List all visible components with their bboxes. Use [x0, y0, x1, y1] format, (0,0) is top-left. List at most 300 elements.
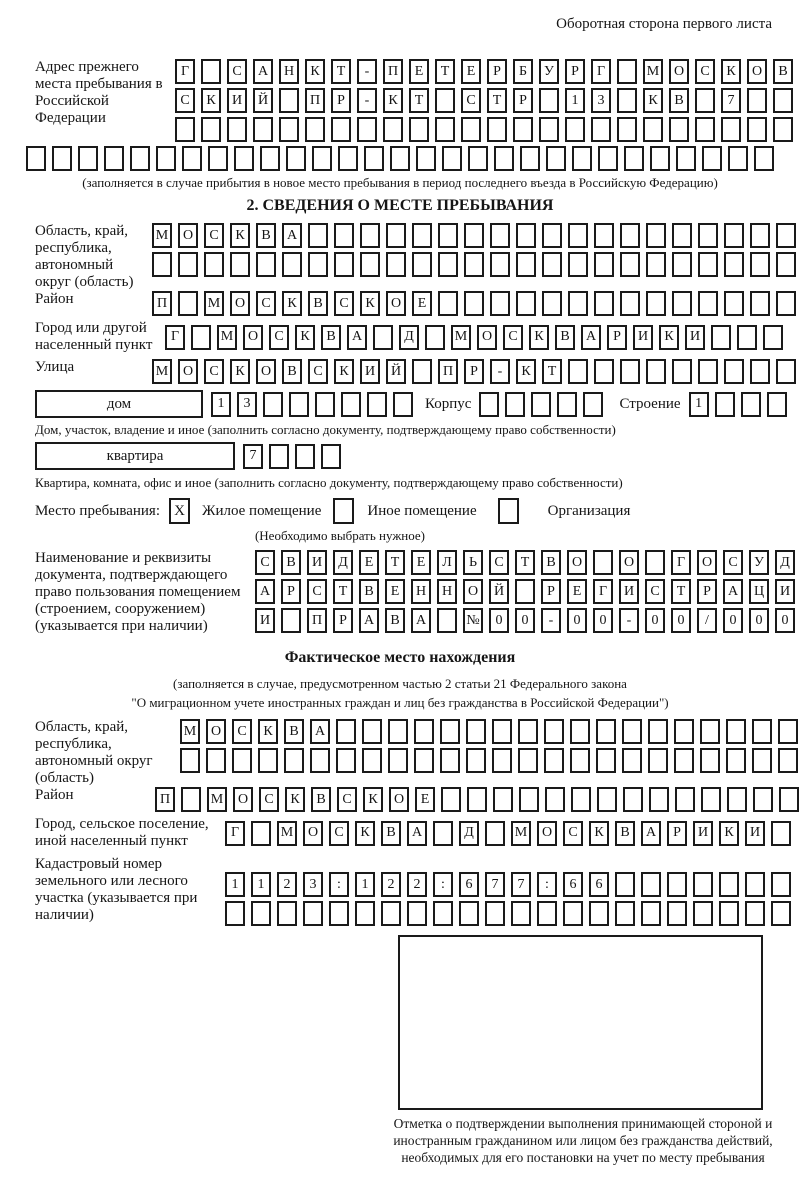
- char-cell[interactable]: [341, 392, 361, 417]
- char-cell[interactable]: [724, 291, 744, 316]
- char-cell[interactable]: [468, 146, 488, 171]
- char-cell[interactable]: Г: [165, 325, 185, 350]
- char-cell[interactable]: [779, 787, 799, 812]
- char-cell[interactable]: [622, 719, 642, 744]
- char-cell[interactable]: Р: [281, 579, 301, 604]
- char-cell[interactable]: О: [233, 787, 253, 812]
- char-cell[interactable]: О: [619, 550, 639, 575]
- char-cell[interactable]: [591, 117, 611, 142]
- char-cell[interactable]: А: [347, 325, 367, 350]
- char-cell[interactable]: С: [227, 59, 247, 84]
- char-cell[interactable]: [286, 146, 306, 171]
- char-cell[interactable]: А: [282, 223, 302, 248]
- char-cell[interactable]: Р: [513, 88, 533, 113]
- char-cell[interactable]: К: [363, 787, 383, 812]
- char-cell[interactable]: [152, 252, 172, 277]
- char-cell[interactable]: А: [411, 608, 431, 633]
- char-cell[interactable]: С: [563, 821, 583, 846]
- char-cell[interactable]: С: [334, 291, 354, 316]
- char-cell[interactable]: [771, 872, 791, 897]
- char-cell[interactable]: А: [407, 821, 427, 846]
- char-cell[interactable]: Р: [333, 608, 353, 633]
- char-cell[interactable]: [251, 821, 271, 846]
- char-cell[interactable]: С: [269, 325, 289, 350]
- char-cell[interactable]: И: [307, 550, 327, 575]
- char-cell[interactable]: 7: [485, 872, 505, 897]
- char-cell[interactable]: [230, 252, 250, 277]
- char-cell[interactable]: [594, 223, 614, 248]
- char-cell[interactable]: 0: [567, 608, 587, 633]
- char-cell[interactable]: [515, 579, 535, 604]
- char-cell[interactable]: К: [659, 325, 679, 350]
- char-cell[interactable]: Г: [593, 579, 613, 604]
- char-cell[interactable]: Д: [333, 550, 353, 575]
- char-cell[interactable]: [388, 719, 408, 744]
- char-cell[interactable]: О: [537, 821, 557, 846]
- char-cell[interactable]: [693, 872, 713, 897]
- char-cell[interactable]: [583, 392, 603, 417]
- char-cell[interactable]: В: [284, 719, 304, 744]
- char-cell[interactable]: [596, 719, 616, 744]
- char-cell[interactable]: К: [282, 291, 302, 316]
- char-cell[interactable]: [750, 252, 770, 277]
- char-cell[interactable]: 0: [723, 608, 743, 633]
- char-cell[interactable]: [438, 252, 458, 277]
- char-cell[interactable]: В: [669, 88, 689, 113]
- char-cell[interactable]: [487, 117, 507, 142]
- char-cell[interactable]: [331, 117, 351, 142]
- char-cell[interactable]: [669, 117, 689, 142]
- char-cell[interactable]: О: [747, 59, 767, 84]
- char-cell[interactable]: [750, 359, 770, 384]
- char-cell[interactable]: [438, 291, 458, 316]
- char-cell[interactable]: [433, 821, 453, 846]
- char-cell[interactable]: [750, 291, 770, 316]
- char-cell[interactable]: 3: [303, 872, 323, 897]
- char-cell[interactable]: [646, 291, 666, 316]
- char-cell[interactable]: [315, 392, 335, 417]
- char-cell[interactable]: Т: [487, 88, 507, 113]
- char-cell[interactable]: К: [721, 59, 741, 84]
- char-cell[interactable]: [675, 787, 695, 812]
- char-cell[interactable]: [227, 117, 247, 142]
- char-cell[interactable]: И: [745, 821, 765, 846]
- char-cell[interactable]: Ь: [463, 550, 483, 575]
- char-cell[interactable]: С: [645, 579, 665, 604]
- char-cell[interactable]: [425, 325, 445, 350]
- char-cell[interactable]: [442, 146, 462, 171]
- char-cell[interactable]: [409, 117, 429, 142]
- char-cell[interactable]: [620, 223, 640, 248]
- char-cell[interactable]: [464, 252, 484, 277]
- char-cell[interactable]: Р: [667, 821, 687, 846]
- char-cell[interactable]: О: [389, 787, 409, 812]
- char-cell[interactable]: [719, 872, 739, 897]
- char-cell[interactable]: [516, 252, 536, 277]
- char-cell[interactable]: О: [303, 821, 323, 846]
- char-cell[interactable]: [650, 146, 670, 171]
- char-cell[interactable]: [208, 146, 228, 171]
- char-cell[interactable]: [289, 392, 309, 417]
- char-cell[interactable]: К: [230, 359, 250, 384]
- char-cell[interactable]: [615, 872, 635, 897]
- char-cell[interactable]: [414, 748, 434, 773]
- char-cell[interactable]: [490, 252, 510, 277]
- char-cell[interactable]: [568, 359, 588, 384]
- char-cell[interactable]: С: [255, 550, 275, 575]
- char-cell[interactable]: [383, 117, 403, 142]
- char-cell[interactable]: Е: [461, 59, 481, 84]
- char-cell[interactable]: [466, 719, 486, 744]
- char-cell[interactable]: [623, 787, 643, 812]
- char-cell[interactable]: [539, 117, 559, 142]
- char-cell[interactable]: [269, 444, 289, 469]
- char-cell[interactable]: О: [477, 325, 497, 350]
- char-cell[interactable]: [778, 748, 798, 773]
- char-cell[interactable]: №: [463, 608, 483, 633]
- char-cell[interactable]: [545, 787, 565, 812]
- char-cell[interactable]: [724, 223, 744, 248]
- char-cell[interactable]: [741, 392, 761, 417]
- char-cell[interactable]: [505, 392, 525, 417]
- char-cell[interactable]: [724, 252, 744, 277]
- char-cell[interactable]: [596, 748, 616, 773]
- char-cell[interactable]: [312, 146, 332, 171]
- char-cell[interactable]: И: [255, 608, 275, 633]
- char-cell[interactable]: [724, 359, 744, 384]
- char-cell[interactable]: Й: [253, 88, 273, 113]
- char-cell[interactable]: П: [155, 787, 175, 812]
- char-cell[interactable]: [698, 223, 718, 248]
- char-cell[interactable]: 3: [237, 392, 257, 417]
- char-cell[interactable]: [667, 872, 687, 897]
- char-cell[interactable]: [412, 252, 432, 277]
- char-cell[interactable]: В: [256, 223, 276, 248]
- char-cell[interactable]: О: [697, 550, 717, 575]
- checkbox-other-premises[interactable]: [333, 498, 354, 524]
- char-cell[interactable]: [464, 223, 484, 248]
- char-cell[interactable]: -: [357, 59, 377, 84]
- char-cell[interactable]: [778, 719, 798, 744]
- char-cell[interactable]: [338, 146, 358, 171]
- char-cell[interactable]: [284, 748, 304, 773]
- char-cell[interactable]: [191, 325, 211, 350]
- char-cell[interactable]: [182, 146, 202, 171]
- char-cell[interactable]: О: [669, 59, 689, 84]
- char-cell[interactable]: [175, 117, 195, 142]
- char-cell[interactable]: У: [749, 550, 769, 575]
- char-cell[interactable]: [362, 748, 382, 773]
- char-cell[interactable]: Б: [513, 59, 533, 84]
- char-cell[interactable]: [594, 359, 614, 384]
- char-cell[interactable]: А: [255, 579, 275, 604]
- char-cell[interactable]: П: [152, 291, 172, 316]
- char-cell[interactable]: [711, 325, 731, 350]
- char-cell[interactable]: [178, 252, 198, 277]
- char-cell[interactable]: И: [633, 325, 653, 350]
- char-cell[interactable]: Т: [385, 550, 405, 575]
- char-cell[interactable]: Е: [385, 579, 405, 604]
- char-cell[interactable]: [676, 146, 696, 171]
- char-cell[interactable]: [617, 117, 637, 142]
- char-cell[interactable]: [589, 901, 609, 926]
- char-cell[interactable]: 1: [565, 88, 585, 113]
- char-cell[interactable]: О: [178, 359, 198, 384]
- char-cell[interactable]: Е: [415, 787, 435, 812]
- char-cell[interactable]: Т: [435, 59, 455, 84]
- char-cell[interactable]: 2: [277, 872, 297, 897]
- char-cell[interactable]: [493, 787, 513, 812]
- char-cell[interactable]: [256, 252, 276, 277]
- char-cell[interactable]: [435, 88, 455, 113]
- char-cell[interactable]: К: [719, 821, 739, 846]
- char-cell[interactable]: [700, 748, 720, 773]
- char-cell[interactable]: [282, 252, 302, 277]
- char-cell[interactable]: С: [256, 291, 276, 316]
- char-cell[interactable]: [776, 291, 796, 316]
- char-cell[interactable]: [702, 146, 722, 171]
- char-cell[interactable]: [490, 223, 510, 248]
- char-cell[interactable]: [52, 146, 72, 171]
- char-cell[interactable]: [572, 146, 592, 171]
- char-cell[interactable]: [204, 252, 224, 277]
- char-cell[interactable]: [615, 901, 635, 926]
- char-cell[interactable]: [518, 748, 538, 773]
- char-cell[interactable]: [753, 787, 773, 812]
- char-cell[interactable]: [645, 550, 665, 575]
- char-cell[interactable]: -: [541, 608, 561, 633]
- char-cell[interactable]: [253, 117, 273, 142]
- char-cell[interactable]: [441, 787, 461, 812]
- char-cell[interactable]: [745, 872, 765, 897]
- char-cell[interactable]: Р: [607, 325, 627, 350]
- char-cell[interactable]: [715, 392, 735, 417]
- char-cell[interactable]: [308, 223, 328, 248]
- char-cell[interactable]: [747, 88, 767, 113]
- char-cell[interactable]: [570, 748, 590, 773]
- char-cell[interactable]: [546, 146, 566, 171]
- char-cell[interactable]: [563, 901, 583, 926]
- char-cell[interactable]: [568, 291, 588, 316]
- char-cell[interactable]: В: [385, 608, 405, 633]
- char-cell[interactable]: [156, 146, 176, 171]
- char-cell[interactable]: Е: [412, 291, 432, 316]
- char-cell[interactable]: Т: [542, 359, 562, 384]
- char-cell[interactable]: В: [321, 325, 341, 350]
- char-cell[interactable]: П: [383, 59, 403, 84]
- char-cell[interactable]: [752, 748, 772, 773]
- char-cell[interactable]: [594, 291, 614, 316]
- char-cell[interactable]: 1: [211, 392, 231, 417]
- char-cell[interactable]: Т: [331, 59, 351, 84]
- char-cell[interactable]: [649, 787, 669, 812]
- char-cell[interactable]: В: [773, 59, 793, 84]
- char-cell[interactable]: [263, 392, 283, 417]
- char-cell[interactable]: С: [337, 787, 357, 812]
- char-cell[interactable]: [754, 146, 774, 171]
- checkbox-residential[interactable]: X: [169, 498, 190, 524]
- char-cell[interactable]: :: [537, 872, 557, 897]
- char-cell[interactable]: [539, 88, 559, 113]
- char-cell[interactable]: 7: [721, 88, 741, 113]
- char-cell[interactable]: 0: [489, 608, 509, 633]
- char-cell[interactable]: [336, 719, 356, 744]
- char-cell[interactable]: [557, 392, 577, 417]
- char-cell[interactable]: В: [541, 550, 561, 575]
- char-cell[interactable]: [641, 872, 661, 897]
- char-cell[interactable]: [258, 748, 278, 773]
- house-type-box[interactable]: дом: [35, 390, 203, 418]
- char-cell[interactable]: [357, 117, 377, 142]
- char-cell[interactable]: [726, 748, 746, 773]
- char-cell[interactable]: [571, 787, 591, 812]
- char-cell[interactable]: [648, 748, 668, 773]
- char-cell[interactable]: [181, 787, 201, 812]
- char-cell[interactable]: [310, 748, 330, 773]
- char-cell[interactable]: С: [232, 719, 252, 744]
- char-cell[interactable]: [568, 252, 588, 277]
- char-cell[interactable]: [695, 117, 715, 142]
- char-cell[interactable]: М: [152, 223, 172, 248]
- char-cell[interactable]: Е: [359, 550, 379, 575]
- char-cell[interactable]: Р: [697, 579, 717, 604]
- char-cell[interactable]: [542, 291, 562, 316]
- char-cell[interactable]: [570, 719, 590, 744]
- char-cell[interactable]: К: [230, 223, 250, 248]
- char-cell[interactable]: [277, 901, 297, 926]
- char-cell[interactable]: [767, 392, 787, 417]
- char-cell[interactable]: [672, 223, 692, 248]
- char-cell[interactable]: -: [357, 88, 377, 113]
- char-cell[interactable]: В: [555, 325, 575, 350]
- char-cell[interactable]: [459, 901, 479, 926]
- char-cell[interactable]: П: [305, 88, 325, 113]
- char-cell[interactable]: В: [281, 550, 301, 575]
- char-cell[interactable]: [531, 392, 551, 417]
- char-cell[interactable]: [390, 146, 410, 171]
- char-cell[interactable]: 1: [225, 872, 245, 897]
- char-cell[interactable]: [281, 608, 301, 633]
- char-cell[interactable]: [364, 146, 384, 171]
- char-cell[interactable]: [440, 719, 460, 744]
- char-cell[interactable]: К: [643, 88, 663, 113]
- char-cell[interactable]: К: [285, 787, 305, 812]
- char-cell[interactable]: [667, 901, 687, 926]
- char-cell[interactable]: [620, 359, 640, 384]
- char-cell[interactable]: [672, 252, 692, 277]
- char-cell[interactable]: [544, 719, 564, 744]
- char-cell[interactable]: 7: [243, 444, 263, 469]
- char-cell[interactable]: Ц: [749, 579, 769, 604]
- char-cell[interactable]: 2: [381, 872, 401, 897]
- char-cell[interactable]: И: [685, 325, 705, 350]
- char-cell[interactable]: [440, 748, 460, 773]
- char-cell[interactable]: [232, 748, 252, 773]
- char-cell[interactable]: И: [775, 579, 795, 604]
- char-cell[interactable]: [726, 719, 746, 744]
- char-cell[interactable]: [674, 719, 694, 744]
- char-cell[interactable]: Н: [437, 579, 457, 604]
- char-cell[interactable]: [225, 901, 245, 926]
- char-cell[interactable]: [773, 88, 793, 113]
- char-cell[interactable]: [752, 719, 772, 744]
- char-cell[interactable]: Г: [225, 821, 245, 846]
- char-cell[interactable]: [367, 392, 387, 417]
- char-cell[interactable]: [646, 223, 666, 248]
- char-cell[interactable]: [641, 901, 661, 926]
- char-cell[interactable]: Н: [411, 579, 431, 604]
- char-cell[interactable]: [412, 223, 432, 248]
- char-cell[interactable]: [542, 223, 562, 248]
- char-cell[interactable]: [360, 223, 380, 248]
- char-cell[interactable]: 0: [671, 608, 691, 633]
- char-cell[interactable]: [201, 59, 221, 84]
- char-cell[interactable]: [279, 117, 299, 142]
- char-cell[interactable]: :: [329, 872, 349, 897]
- char-cell[interactable]: [672, 359, 692, 384]
- char-cell[interactable]: [435, 117, 455, 142]
- char-cell[interactable]: П: [438, 359, 458, 384]
- char-cell[interactable]: [620, 291, 640, 316]
- char-cell[interactable]: [461, 117, 481, 142]
- char-cell[interactable]: [513, 117, 533, 142]
- char-cell[interactable]: 7: [511, 872, 531, 897]
- char-cell[interactable]: [519, 787, 539, 812]
- char-cell[interactable]: [597, 787, 617, 812]
- char-cell[interactable]: М: [152, 359, 172, 384]
- char-cell[interactable]: С: [329, 821, 349, 846]
- char-cell[interactable]: [485, 821, 505, 846]
- char-cell[interactable]: 0: [749, 608, 769, 633]
- char-cell[interactable]: [674, 748, 694, 773]
- char-cell[interactable]: М: [451, 325, 471, 350]
- char-cell[interactable]: С: [307, 579, 327, 604]
- char-cell[interactable]: /: [697, 608, 717, 633]
- char-cell[interactable]: К: [589, 821, 609, 846]
- char-cell[interactable]: С: [461, 88, 481, 113]
- char-cell[interactable]: К: [295, 325, 315, 350]
- char-cell[interactable]: Т: [515, 550, 535, 575]
- char-cell[interactable]: М: [217, 325, 237, 350]
- char-cell[interactable]: [594, 252, 614, 277]
- char-cell[interactable]: [407, 901, 427, 926]
- char-cell[interactable]: А: [253, 59, 273, 84]
- char-cell[interactable]: С: [204, 359, 224, 384]
- char-cell[interactable]: В: [282, 359, 302, 384]
- char-cell[interactable]: [494, 146, 514, 171]
- char-cell[interactable]: К: [355, 821, 375, 846]
- char-cell[interactable]: [467, 787, 487, 812]
- char-cell[interactable]: В: [615, 821, 635, 846]
- char-cell[interactable]: О: [386, 291, 406, 316]
- char-cell[interactable]: С: [695, 59, 715, 84]
- char-cell[interactable]: [305, 117, 325, 142]
- char-cell[interactable]: [598, 146, 618, 171]
- char-cell[interactable]: О: [243, 325, 263, 350]
- char-cell[interactable]: Т: [671, 579, 691, 604]
- char-cell[interactable]: В: [359, 579, 379, 604]
- char-cell[interactable]: Г: [175, 59, 195, 84]
- char-cell[interactable]: У: [539, 59, 559, 84]
- char-cell[interactable]: [393, 392, 413, 417]
- char-cell[interactable]: К: [201, 88, 221, 113]
- char-cell[interactable]: П: [307, 608, 327, 633]
- char-cell[interactable]: В: [381, 821, 401, 846]
- char-cell[interactable]: [386, 252, 406, 277]
- char-cell[interactable]: [698, 252, 718, 277]
- char-cell[interactable]: [693, 901, 713, 926]
- apartment-type-box[interactable]: квартира: [35, 442, 235, 470]
